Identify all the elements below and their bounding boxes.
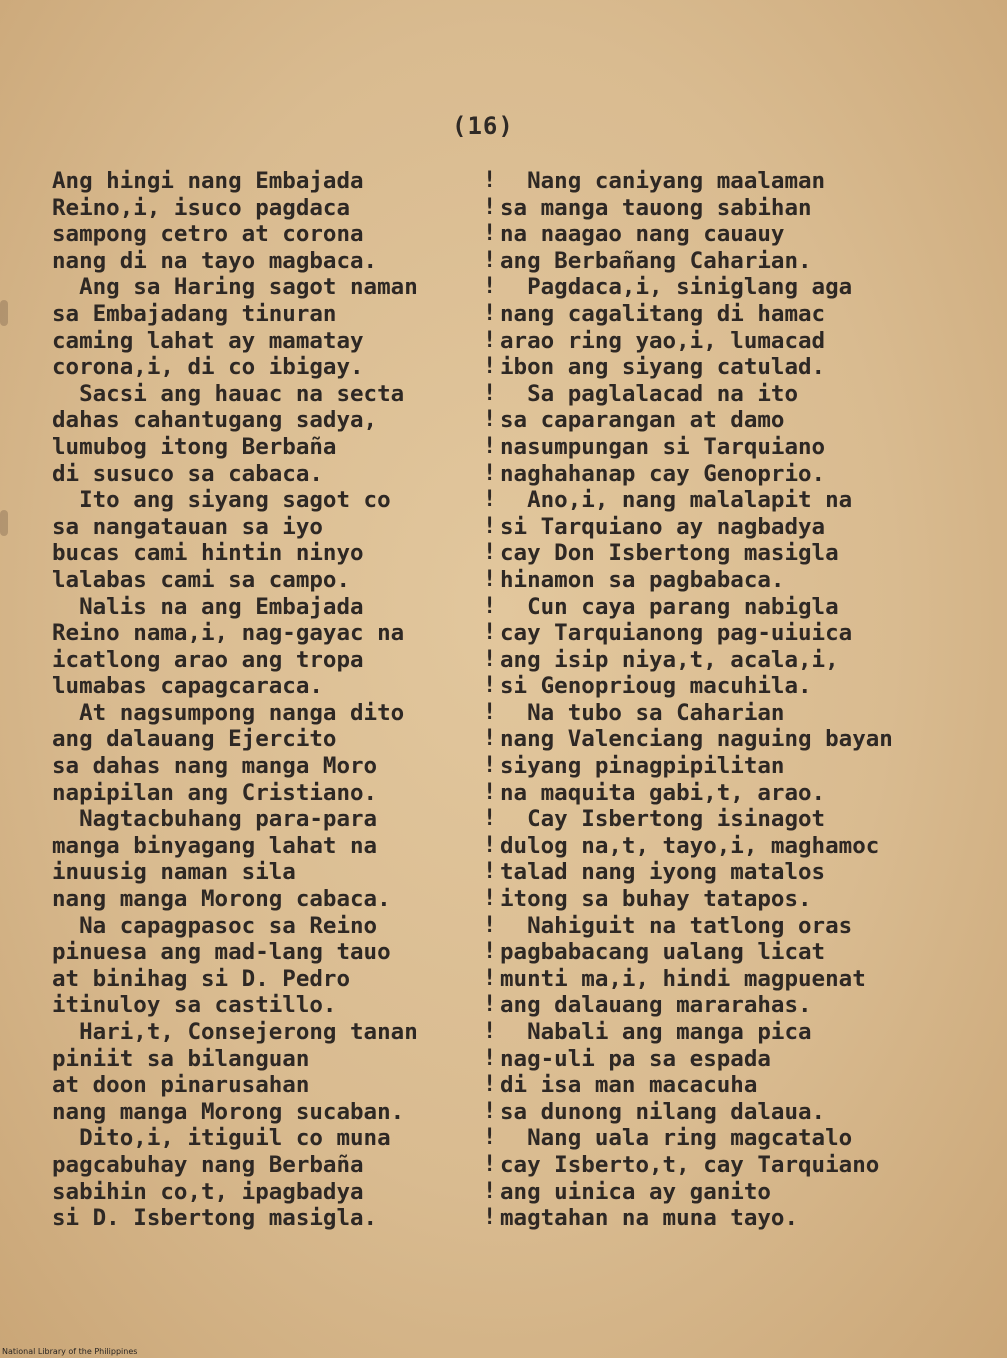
divider-mark: ! [483,646,497,672]
verse-line: sa caparangan at damo [500,407,785,434]
verse-line: Nang uala ring magcatalo [500,1125,853,1152]
divider-mark: ! [483,593,497,619]
divider-mark: ! [483,247,497,273]
verse-line: di susuco sa cabaca. [52,460,323,487]
divider-mark: ! [483,779,497,805]
verse-line: nag-uli pa sa espada [500,1045,771,1072]
verse-line: Dito,i, itiguil co muna [52,1125,391,1152]
verse-line: Reino,i, isuco pagdaca [52,194,351,221]
verse-line: itong sa buhay tatapos. [500,886,812,913]
right-column [500,168,970,1232]
verse-line: sa manga tauong sabihan [500,194,812,221]
left-column [52,168,492,1232]
verse-line: sabihin co,t, ipagbadya [52,1178,364,1205]
divider-mark: ! [483,992,497,1018]
column-divider [483,168,497,1232]
verse-line: Sacsi ang hauac na secta [52,380,405,407]
verse-line: ibon ang siyang catulad. [500,354,826,381]
divider-mark: ! [483,1151,497,1177]
verse-line: Reino nama,i, nag-gayac na [52,620,405,647]
verse-line: si Genoprioug macuhila. [500,673,812,700]
verse-line: Nahiguit na tatlong oras [500,912,853,939]
verse-line: lumabas capagcaraca. [52,673,323,700]
divider-mark: ! [483,965,497,991]
verse-line: ang dalauang mararahas. [500,992,812,1019]
divider-mark: ! [483,221,497,247]
verse-line: lumubog itong Berbaña [52,433,337,460]
divider-mark: ! [483,832,497,858]
verse-line: munti ma,i, hindi magpuenat [500,965,866,992]
verse-line: dahas cahantugang sadya, [52,407,378,434]
verse-line: cay Tarquianong pag-uiuica [500,620,853,647]
divider-mark: ! [483,673,497,699]
verse-line: dulog na,t, tayo,i, maghamoc [500,832,880,859]
divider-mark: ! [483,726,497,752]
verse-line: itinuloy sa castillo. [52,992,337,1019]
verse-line: hinamon sa pagbabaca. [500,566,785,593]
divider-mark: ! [483,1178,497,1204]
divider-mark: ! [483,460,497,486]
verse-line: cay Don Isbertong masigla [500,540,839,567]
verse-line: arao ring yao,i, lumacad [500,327,826,354]
verse-line: Sa paglalacad na ito [500,380,799,407]
verse-line: nasumpungan si Tarquiano [500,433,826,460]
verse-line: nang manga Morong cabaca. [52,886,391,913]
divider-mark: ! [483,806,497,832]
divider-mark: ! [483,886,497,912]
page-number: (16) [452,112,514,140]
verse-line: na maquita gabi,t, arao. [500,779,826,806]
verse-line: corona,i, di co ibigay. [52,354,364,381]
divider-mark: ! [483,620,497,646]
divider-mark: ! [483,540,497,566]
verse-line: Hari,t, Consejerong tanan [52,1019,418,1045]
verse-line: ang isip niya,t, acala,i, [500,646,839,673]
verse-line: nang di na tayo magbaca. [52,247,378,274]
verse-line: ang dalauang Ejercito [52,726,337,753]
verse-line: Nang caniyang maalaman [500,168,826,194]
divider-mark: ! [483,1205,497,1231]
verse-line: Cun caya parang nabigla [500,593,839,620]
verse-line: di isa man macacuha [500,1072,758,1099]
verse-line: Ano,i, nang malalapit na [500,487,853,514]
divider-mark: ! [483,300,497,326]
verse-line: at doon pinarusahan [52,1072,310,1099]
divider-mark: ! [483,327,497,353]
verse-line: nang cagalitang di hamac [500,300,826,327]
divider-mark: ! [483,1072,497,1098]
divider-mark: ! [483,194,497,220]
divider-mark: ! [483,859,497,885]
divider-mark: ! [483,1045,497,1071]
verse-line: si Tarquiano ay nagbadya [500,513,826,540]
divider-mark: ! [483,354,497,380]
verse-line: At nagsumpong nanga dito [52,699,405,726]
verse-line: siyang pinagpipilitan [500,753,785,780]
verse-line: sa dahas nang manga Moro [52,753,378,780]
verse-line: Nalis na ang Embajada [52,593,364,620]
divider-mark: ! [483,753,497,779]
verse-line: caming lahat ay mamatay [52,327,364,354]
verse-line: Nabali ang manga pica [500,1019,812,1045]
divider-mark: ! [483,1125,497,1151]
divider-mark: ! [483,699,497,725]
verse-line: manga binyagang lahat na [52,832,378,859]
divider-mark: ! [483,433,497,459]
divider-mark: ! [483,487,497,513]
divider-mark: ! [483,380,497,406]
divider-mark: ! [483,1098,497,1124]
divider-mark: ! [483,407,497,433]
verse-line: pagbabacang ualang licat [500,939,826,966]
divider-mark: ! [483,1019,497,1044]
page-edge-mark [0,510,8,536]
verse-line: cay Isberto,t, cay Tarquiano [500,1151,880,1178]
verse-line: nang Valenciang naguing bayan [500,726,893,753]
verse-line: si D. Isbertong masigla. [52,1205,378,1232]
page-edge-mark [0,300,8,326]
verse-line: sampong cetro at corona [52,221,364,248]
divider-mark: ! [483,939,497,965]
verse-line: pagcabuhay nang Berbaña [52,1151,364,1178]
divider-mark: ! [483,274,497,300]
verse-line: inuusig naman sila [52,859,296,886]
verse-line: bucas cami hintin ninyo [52,540,364,567]
divider-mark: ! [483,912,497,938]
divider-mark: ! [483,168,497,193]
divider-mark: ! [483,566,497,592]
verse-line: sa dunong nilang dalaua. [500,1098,826,1125]
verse-line: na naagao nang cauauy [500,221,785,248]
verse-line: pinuesa ang mad-lang tauo [52,939,391,966]
verse-line: icatlong arao ang tropa [52,646,364,673]
verse-line: nang manga Morong sucaban. [52,1098,405,1125]
footer-credit: National Library of the Philippines [2,1347,138,1356]
verse-line: talad nang iyong matalos [500,859,826,886]
verse-line: Ang sa Haring sagot naman [52,274,418,301]
verse-line: piniit sa bilanguan [52,1045,310,1072]
verse-line: magtahan na muna tayo. [500,1205,799,1232]
verse-line: naghahanap cay Genoprio. [500,460,826,487]
divider-mark: ! [483,513,497,539]
verse-line: lalabas cami sa campo. [52,566,351,593]
verse-line: Ang hingi nang Embajada [52,168,364,194]
verse-line: ang uinica ay ganito [500,1178,771,1205]
verse-line: Nagtacbuhang para-para [52,806,378,833]
verse-line: ang Berbañang Caharian. [500,247,812,274]
verse-line: sa Embajadang tinuran [52,300,337,327]
verse-line: Ito ang siyang sagot co [52,487,391,514]
verse-line: napipilan ang Cristiano. [52,779,378,806]
verse-line: Na capagpasoc sa Reino [52,912,378,939]
verse-line: Cay Isbertong isinagot [500,806,826,833]
verse-line: at binihag si D. Pedro [52,965,351,992]
verse-line: Na tubo sa Caharian [500,699,785,726]
verse-line: sa nangatauan sa iyo [52,513,323,540]
verse-line: Pagdaca,i, siniglang aga [500,274,853,301]
